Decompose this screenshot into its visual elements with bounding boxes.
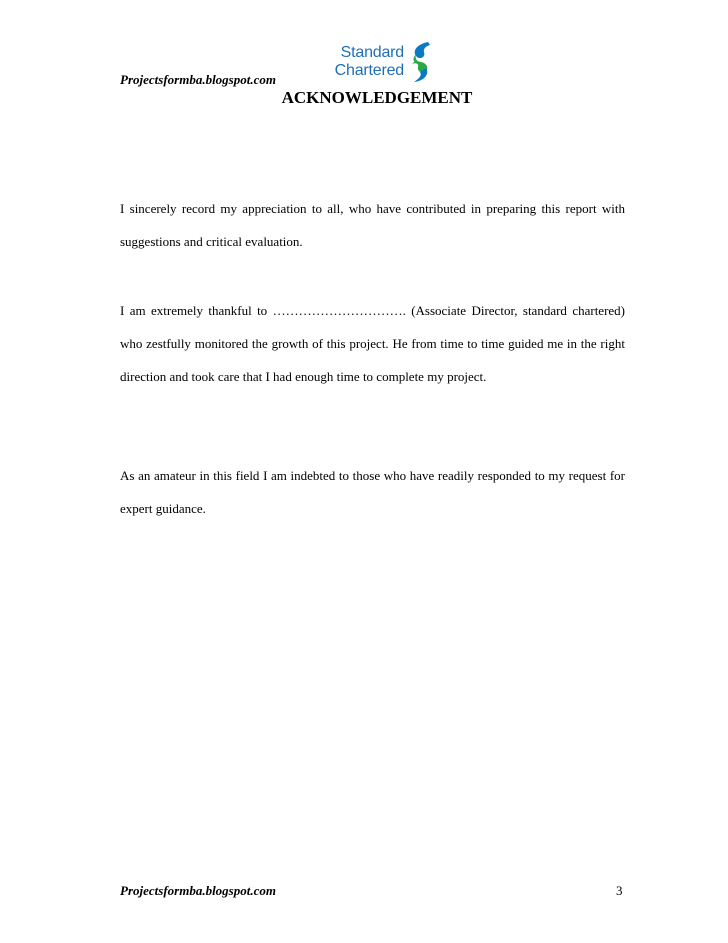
logo-line-1: Standard — [340, 44, 404, 61]
paragraph-thanks: I am extremely thankful to …………………………. (Associate Director, standard chartered) who zestfully monitored the growth of this project. He from time to time guided me in the right direction and took care that I had enough time to complete my project. — [120, 303, 625, 384]
paragraph-indebted: As an amateur in this field I am indebted to those who have readily responded to my request for expert guidance. — [120, 468, 625, 516]
standard-chartered-logo — [320, 40, 440, 88]
footer-site-name: Projectsformba.blogspot.com — [120, 883, 276, 898]
paragraph-appreciation: I sincerely record my appreciation to all, who have contributed in preparing this report with suggestions and critical evaluation. — [120, 201, 625, 249]
header-site-name: Projectsformba.blogspot.com — [120, 72, 276, 87]
logo-emblem-icon — [408, 40, 434, 84]
logo-wordmark — [320, 44, 404, 80]
page-title-text: ACKNOWLEDGEMENT — [281, 88, 473, 107]
page-number: 3 — [616, 883, 623, 898]
page-title — [0, 88, 728, 108]
logo-line-2: Chartered — [334, 62, 404, 79]
